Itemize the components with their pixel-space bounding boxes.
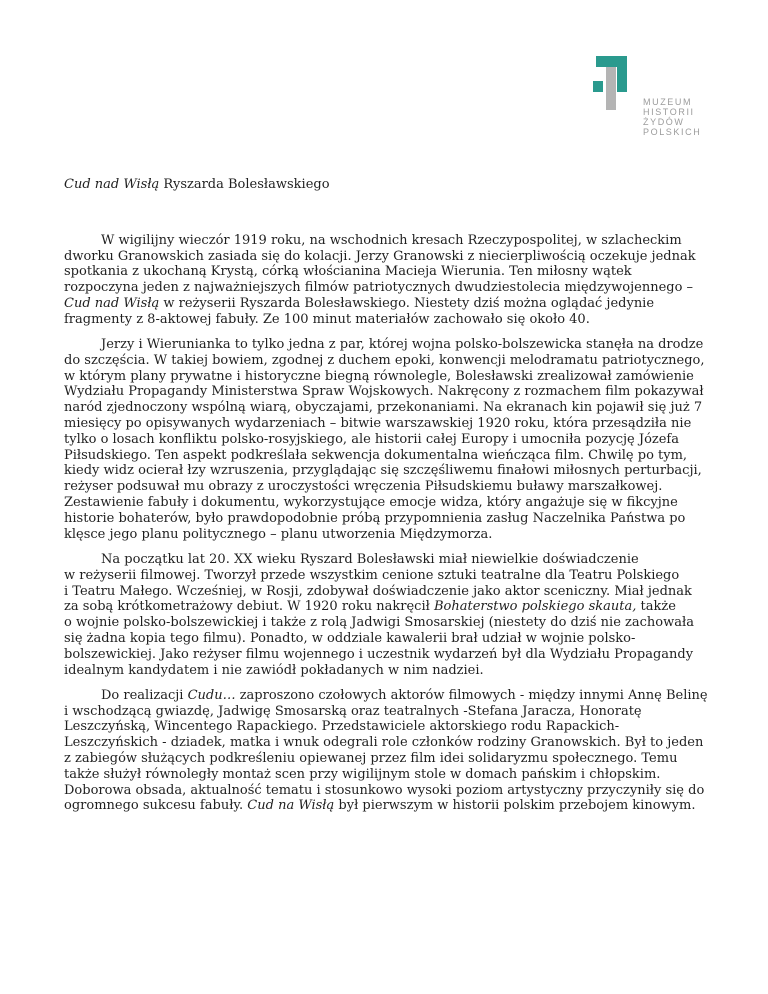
polin-museum-logo xyxy=(592,56,732,146)
paragraph-2: Jerzy i Wierunianka to tylko jedna z par, której wojna polsko-bolszewicka stanęła na drodze do szczęścia. W takiej bowiem, zgodnej z duchem epoki, konwencji melodramatu patriotycznego, w którym plany prywatne i historyczne biegną równolegle, Bolesławski zrealizował zamówienie Wydziału Propagandy Ministerstwa Spraw Wojskowych. Nakręcony z rozmachem film pokazywał naród zjednoczony wspólną wiarą, obyczajami, przekonaniami. Na ekranach kin pojawił się już 7 miesięcy po opisywanych wydarzeniach – bitwie warszawskiej 1920 roku, która przesądziła nie tylko o losach konfliktu polsko-rosyjskiego, ale historii całej Europy i umocniła pozycję Józefa Piłsudskiego. Ten aspekt podkreślała sekwencja dokumentalna wieńcząca film. Chwilę po tym, kiedy widz ocierał łzy wzruszenia, przyglądając się szczęśliwemu finałowi miłosnych perturbacji, reżyser podsuwał mu obrazy z uroczystości wręczenia Piłsudskiemu buławy marszałkowej. Zestawienie fabuły i dokumentu, wykorzystujące emocje widza, który angażuje się w fikcyjne historie bohaterów, było prawdopodobnie próbą przypomnienia zasług Naczelnika Państwa po klęsce jego planu politycznego – planu utworzenia Międzymorza. xyxy=(64,337,705,542)
logo-caption-line: HISTORII xyxy=(643,107,695,117)
logo-block-left-square xyxy=(593,81,603,92)
logo-caption-line: ŻYDÓW xyxy=(643,117,685,127)
paragraph-1: W wigilijny wieczór 1919 roku, na wschodnich kresach Rzeczypospolitej, w szlacheckim dworku Granowskich zasiada się do kolacji. Jerzy Granowski z niecierpliwością oczekuje jednak spotkania z ukochaną Krystą, córką włościanina Macieja Wierunia. Ten miłosny wątek rozpoczyna jeden z najważniejszych filmów patriotycznych dwudziestolecia międzywojennego – Cud nad Wisłą w reżyserii Ryszarda Bolesławskiego. Niestety dziś można oglądać jedynie fragmenty z 8-aktowej fabuły. Ze 100 minut materiałów zachowało się około 40. xyxy=(64,232,696,327)
logo-block-right-column xyxy=(617,56,627,92)
paragraph-3: Na początku lat 20. XX wieku Ryszard Bolesławski miał niewielkie doświadczenie w reżyserii filmowej. Tworzył przede wszystkim cenione sztuki teatralne dla Teatru Polskiego i Teatru Małego. Wcześniej, w Rosji, zdobywał doświadczenie jako aktor sceniczny. Miał jednak za sobą krótkometrażowy debiut. W 1920 roku nakręcił Bohaterstwo polskiego skauta, także o wojnie polsko-bolszewickiej i także z rolą Jadwigi Smosarskiej (niestety do dziś nie zachowała się żadna kopia tego filmu). Ponadto, w oddziale kawalerii brał udział w wojnie polsko-bolszewickiej. Jako reżyser filmu wojennego i uczestnik wydarzeń był dla Wydziału Propagandy idealnym kandydatem i nie zawiódł pokładanych w nim nadziei. xyxy=(64,551,694,678)
logo-caption xyxy=(643,97,701,137)
document-body xyxy=(64,177,708,824)
logo-caption-line: MUZEUM xyxy=(643,97,693,107)
logo-caption-line: POLSKICH xyxy=(643,127,702,137)
polin-logo-icon xyxy=(592,56,632,112)
paragraph-4: Do realizacji Cudu… zaproszono czołowych aktorów filmowych - między innymi Annę Belinę i wschodzącą gwiazdę, Jadwigę Smosarską oraz teatralnych -Stefana Jaracza, Honoratę Leszczyńską, Wincentego Rapackiego. Przedstawiciele aktorskiego rodu Rapackich-Leszczyńskich - dziadek, matka i wnuk odegrali role członków rodziny Granowskich. Był to jeden z zabiegów służących podkreśleniu opiewanej przez film idei solidaryzmu społecznego. Temu także służył równoległy montaż scen przy wigilijnym stole w domach pańskim i chłopskim. Doborowa obsada, aktualność tematu i stosunkowo wysoki poziom artystyczny przyczyniły się do ogromnego sukcesu fabuły. Cud na Wisłą był pierwszym w historii polskim przebojem kinowym. xyxy=(64,687,708,814)
document-title: Cud nad Wisłą Ryszarda Bolesławskiego xyxy=(64,177,330,192)
logo-block-gray-stem xyxy=(606,67,616,110)
